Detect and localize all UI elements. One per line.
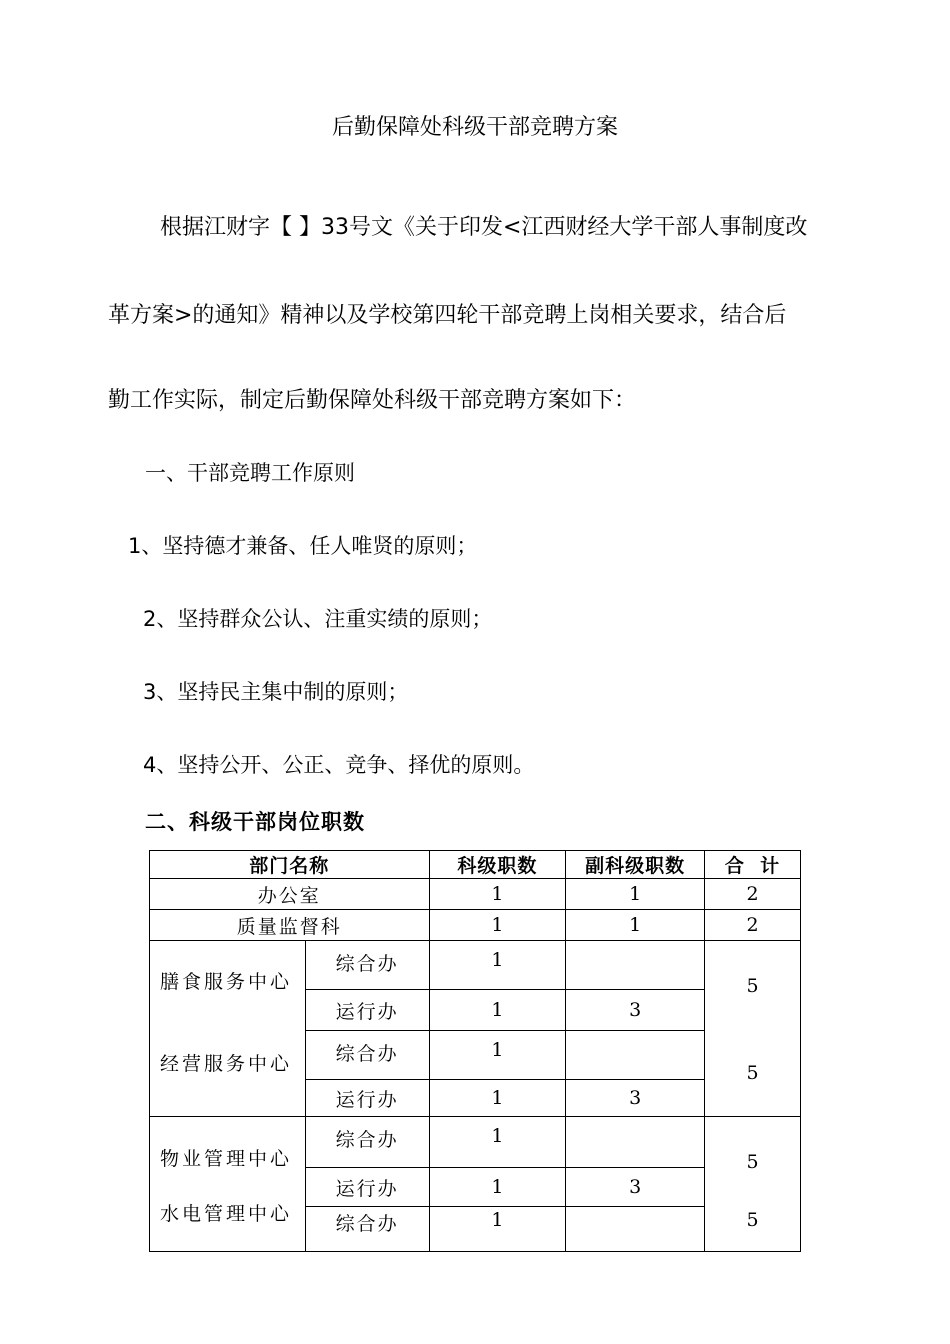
sub-office: 综合办 [305,1207,429,1252]
principle-item: 2、坚持群众公认、注重实绩的原则； [143,607,493,631]
table-row [150,879,801,910]
ke-count: 1 [429,941,566,990]
fuke-count: 1 [566,910,705,941]
sub-office: 运行办 [305,1168,429,1207]
intro-line-1: 根据江财字【 】33号文《关于印发<江西财经大学干部人事制度改 [160,215,808,240]
total-count: 2 [705,879,801,910]
fuke-count [566,1207,705,1252]
fuke-count: 3 [566,1080,705,1117]
total-count: 2 [705,910,801,941]
ke-count: 1 [429,1080,566,1117]
dept-block-b [150,1117,306,1252]
section1-heading: 一、干部竞聘工作原则 [145,461,355,485]
ke-count: 1 [429,990,566,1031]
table-row [150,1117,801,1168]
dept-name: 经营服务中心 [160,1053,293,1075]
table-row [150,941,801,990]
total-count: 5 [705,1117,801,1207]
dept-name: 物业管理中心 [160,1148,293,1170]
sub-office: 综合办 [305,1117,429,1168]
fuke-count: 3 [566,1168,705,1207]
ke-count: 1 [429,1031,566,1080]
dept-name: 办公室 [150,879,430,910]
dept-name: 膳食服务中心 [160,971,293,993]
ke-count: 1 [429,1207,566,1252]
dept-block-a [150,941,306,1117]
total-count: 5 [705,1031,801,1117]
fuke-count [566,1117,705,1168]
sub-office: 运行办 [305,1080,429,1117]
total-count: 5 [705,1207,801,1252]
ke-count: 1 [429,879,566,910]
total-count: 5 [705,941,801,1031]
intro-line-3: 勤工作实际，制定后勤保障处科级干部竞聘方案如下： [108,388,637,413]
table-row [150,910,801,941]
sub-office: 运行办 [305,990,429,1031]
header-dept: 部门名称 [150,851,430,879]
fuke-count: 1 [566,879,705,910]
header-total: 合 计 [705,851,801,879]
principle-item: 4、坚持公开、公正、竞争、择优的原则。 [143,753,535,777]
fuke-count: 3 [566,990,705,1031]
header-fuke: 副科级职数 [566,851,705,879]
principle-item: 1、坚持德才兼备、任人唯贤的原则； [128,534,478,558]
dept-name: 水电管理中心 [160,1203,293,1225]
fuke-count [566,941,705,990]
ke-count: 1 [429,1168,566,1207]
positions-table [149,850,801,1252]
sub-office: 综合办 [305,941,429,990]
table-header-row [150,851,801,879]
principle-item: 3、坚持民主集中制的原则； [143,680,409,704]
fuke-count [566,1031,705,1080]
header-ke: 科级职数 [429,851,566,879]
sub-office: 综合办 [305,1031,429,1080]
document-title: 后勤保障处科级干部竞聘方案 [331,115,618,140]
ke-count: 1 [429,910,566,941]
ke-count: 1 [429,1117,566,1168]
dept-name: 质量监督科 [150,910,430,941]
intro-line-2: 革方案>的通知》精神以及学校第四轮干部竞聘上岗相关要求，结合后 [108,303,787,328]
section2-heading: 二、科级干部岗位职数 [145,809,365,834]
